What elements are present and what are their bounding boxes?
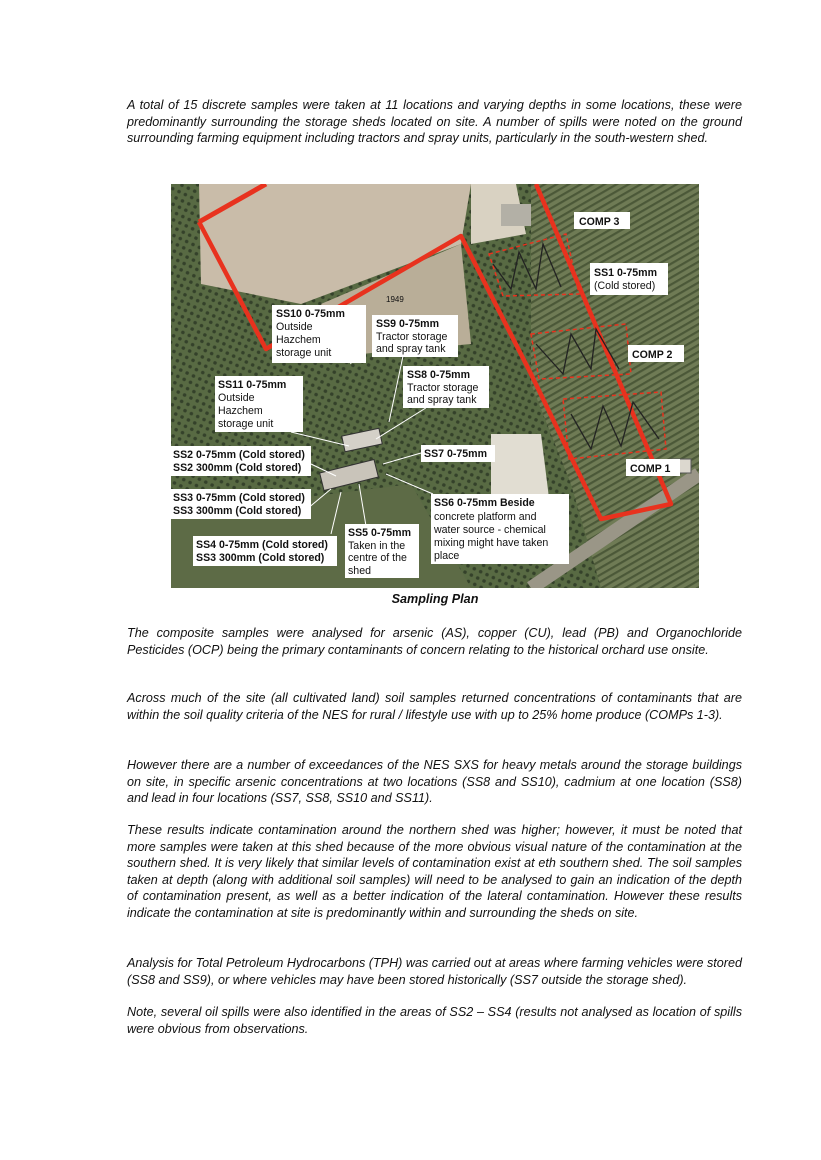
svg-text:SS3 300mm (Cold stored): SS3 300mm (Cold stored) bbox=[196, 552, 325, 564]
svg-text:SS10 0-75mm: SS10 0-75mm bbox=[276, 308, 345, 320]
comp-3-label bbox=[574, 212, 630, 229]
composite-paragraph: The composite samples were analysed for arsenic (AS), copper (CU), lead (PB) and Organochloride Pesticides (OCP) being the primary contaminants of concern relating to the historical orchard use onsite. bbox=[127, 626, 742, 657]
svg-text:SS1 0-75mm: SS1 0-75mm bbox=[594, 267, 658, 279]
svg-text:Hazchem: Hazchem bbox=[218, 405, 263, 417]
svg-text:SS3 300mm (Cold stored): SS3 300mm (Cold stored) bbox=[173, 505, 302, 517]
svg-text:Taken in the: Taken in the bbox=[348, 540, 406, 552]
svg-text:SS8 0-75mm: SS8 0-75mm bbox=[407, 369, 471, 381]
ss3-label bbox=[171, 489, 311, 519]
ss11-label bbox=[215, 376, 303, 432]
svg-text:COMP 3: COMP 3 bbox=[579, 216, 620, 228]
svg-text:storage unit: storage unit bbox=[276, 347, 332, 359]
svg-text:centre of the: centre of the bbox=[348, 552, 407, 564]
svg-text:Tractor storage: Tractor storage bbox=[407, 382, 479, 394]
svg-text:concrete platform and: concrete platform and bbox=[434, 511, 537, 523]
sampling-plan-aerial-map bbox=[171, 184, 699, 588]
svg-text:SS4 0-75mm (Cold stored): SS4 0-75mm (Cold stored) bbox=[196, 539, 328, 551]
svg-text:shed: shed bbox=[348, 565, 371, 577]
ss5-label bbox=[345, 524, 419, 578]
svg-text:and spray tank: and spray tank bbox=[407, 394, 477, 406]
exceedances-paragraph: However there are a number of exceedances of the NES SXS for heavy metals around the storage buildings on site, in specific arsenic concentrations at two locations (SS8 and SS10), cadmium at one location (SS8) and lead in four locations (SS7, SS8, SS10 and SS11). bbox=[127, 758, 742, 806]
svg-text:(Cold stored): (Cold stored) bbox=[594, 280, 656, 292]
svg-text:Outside: Outside bbox=[276, 321, 313, 333]
ss7-label bbox=[421, 445, 495, 462]
svg-text:place: place bbox=[434, 550, 460, 562]
svg-text:SS5 0-75mm: SS5 0-75mm bbox=[348, 527, 412, 539]
results-paragraph: These results indicate contamination around the northern shed was higher; however, it must be noted that more samples were taken at this shed because of the more obvious visual nature of the contamination at the southern shed. It is very likely that similar levels of contamination exist at eth southern shed. The soil samples taken at depth (along with additional soil samples) will need to be analysed to gain an indication of the depth of contamination present, as well as a better indication of the lateral contamination. However these results indicate the contamination at site is predominantly within and surrounding the sheds on site. bbox=[127, 823, 742, 920]
ss6-label bbox=[431, 494, 569, 564]
ss2-label bbox=[171, 446, 311, 476]
comp-2-label bbox=[628, 345, 684, 362]
svg-text:mixing might have taken: mixing might have taken bbox=[434, 537, 549, 549]
across-paragraph: Across much of the site (all cultivated land) soil samples returned concentrations of contaminants that are within the soil quality criteria of the NES for rural / lifestyle use with up to 25% home produce (COMPs 1-3). bbox=[127, 691, 742, 722]
svg-text:SS3 0-75mm (Cold stored): SS3 0-75mm (Cold stored) bbox=[173, 492, 305, 504]
svg-text:SS2 0-75mm (Cold stored): SS2 0-75mm (Cold stored) bbox=[173, 449, 305, 461]
ss1-label bbox=[590, 263, 668, 295]
svg-text:SS2 300mm (Cold stored): SS2 300mm (Cold stored) bbox=[173, 462, 302, 474]
comp-1-label bbox=[626, 459, 680, 476]
svg-text:water source - chemical: water source - chemical bbox=[434, 524, 546, 536]
svg-text:SS6 0-75mm Beside: SS6 0-75mm Beside bbox=[434, 497, 535, 509]
note-paragraph: Note, several oil spills were also identified in the areas of SS2 – SS4 (results not analysed as location of spills were obvious from observations. bbox=[127, 1005, 742, 1036]
year-mark: 1949 bbox=[386, 295, 404, 304]
svg-text:COMP 2: COMP 2 bbox=[632, 349, 673, 361]
svg-text:Outside: Outside bbox=[218, 392, 255, 404]
figure-caption: Sampling Plan bbox=[391, 592, 479, 606]
intro-paragraph: A total of 15 discrete samples were taken at 11 locations and varying depths in some locations, these were predominantly surrounding the storage sheds located on site. A number of spills were noted on the ground surrounding farming equipment including tractors and spray units, particularly in the south-western shed. bbox=[127, 98, 742, 146]
svg-text:storage unit: storage unit bbox=[218, 418, 274, 430]
svg-text:and spray tank: and spray tank bbox=[376, 343, 446, 355]
svg-text:SS9 0-75mm: SS9 0-75mm bbox=[376, 318, 440, 330]
svg-text:Tractor storage: Tractor storage bbox=[376, 331, 448, 343]
svg-text:Hazchem: Hazchem bbox=[276, 334, 321, 346]
ss10-label bbox=[272, 305, 366, 363]
tph-paragraph: Analysis for Total Petroleum Hydrocarbons (TPH) was carried out at areas where farming vehicles were stored (SS8 and SS9), or where vehicles may have been stored historically (SS7 outside the storage shed). bbox=[127, 956, 742, 987]
ss8-label bbox=[403, 366, 489, 408]
svg-text:SS11 0-75mm: SS11 0-75mm bbox=[218, 379, 287, 391]
svg-text:COMP 1: COMP 1 bbox=[630, 463, 671, 475]
ss9-label bbox=[372, 315, 458, 357]
svg-text:SS7 0-75mm: SS7 0-75mm bbox=[424, 448, 488, 460]
ss4-label bbox=[193, 536, 337, 566]
